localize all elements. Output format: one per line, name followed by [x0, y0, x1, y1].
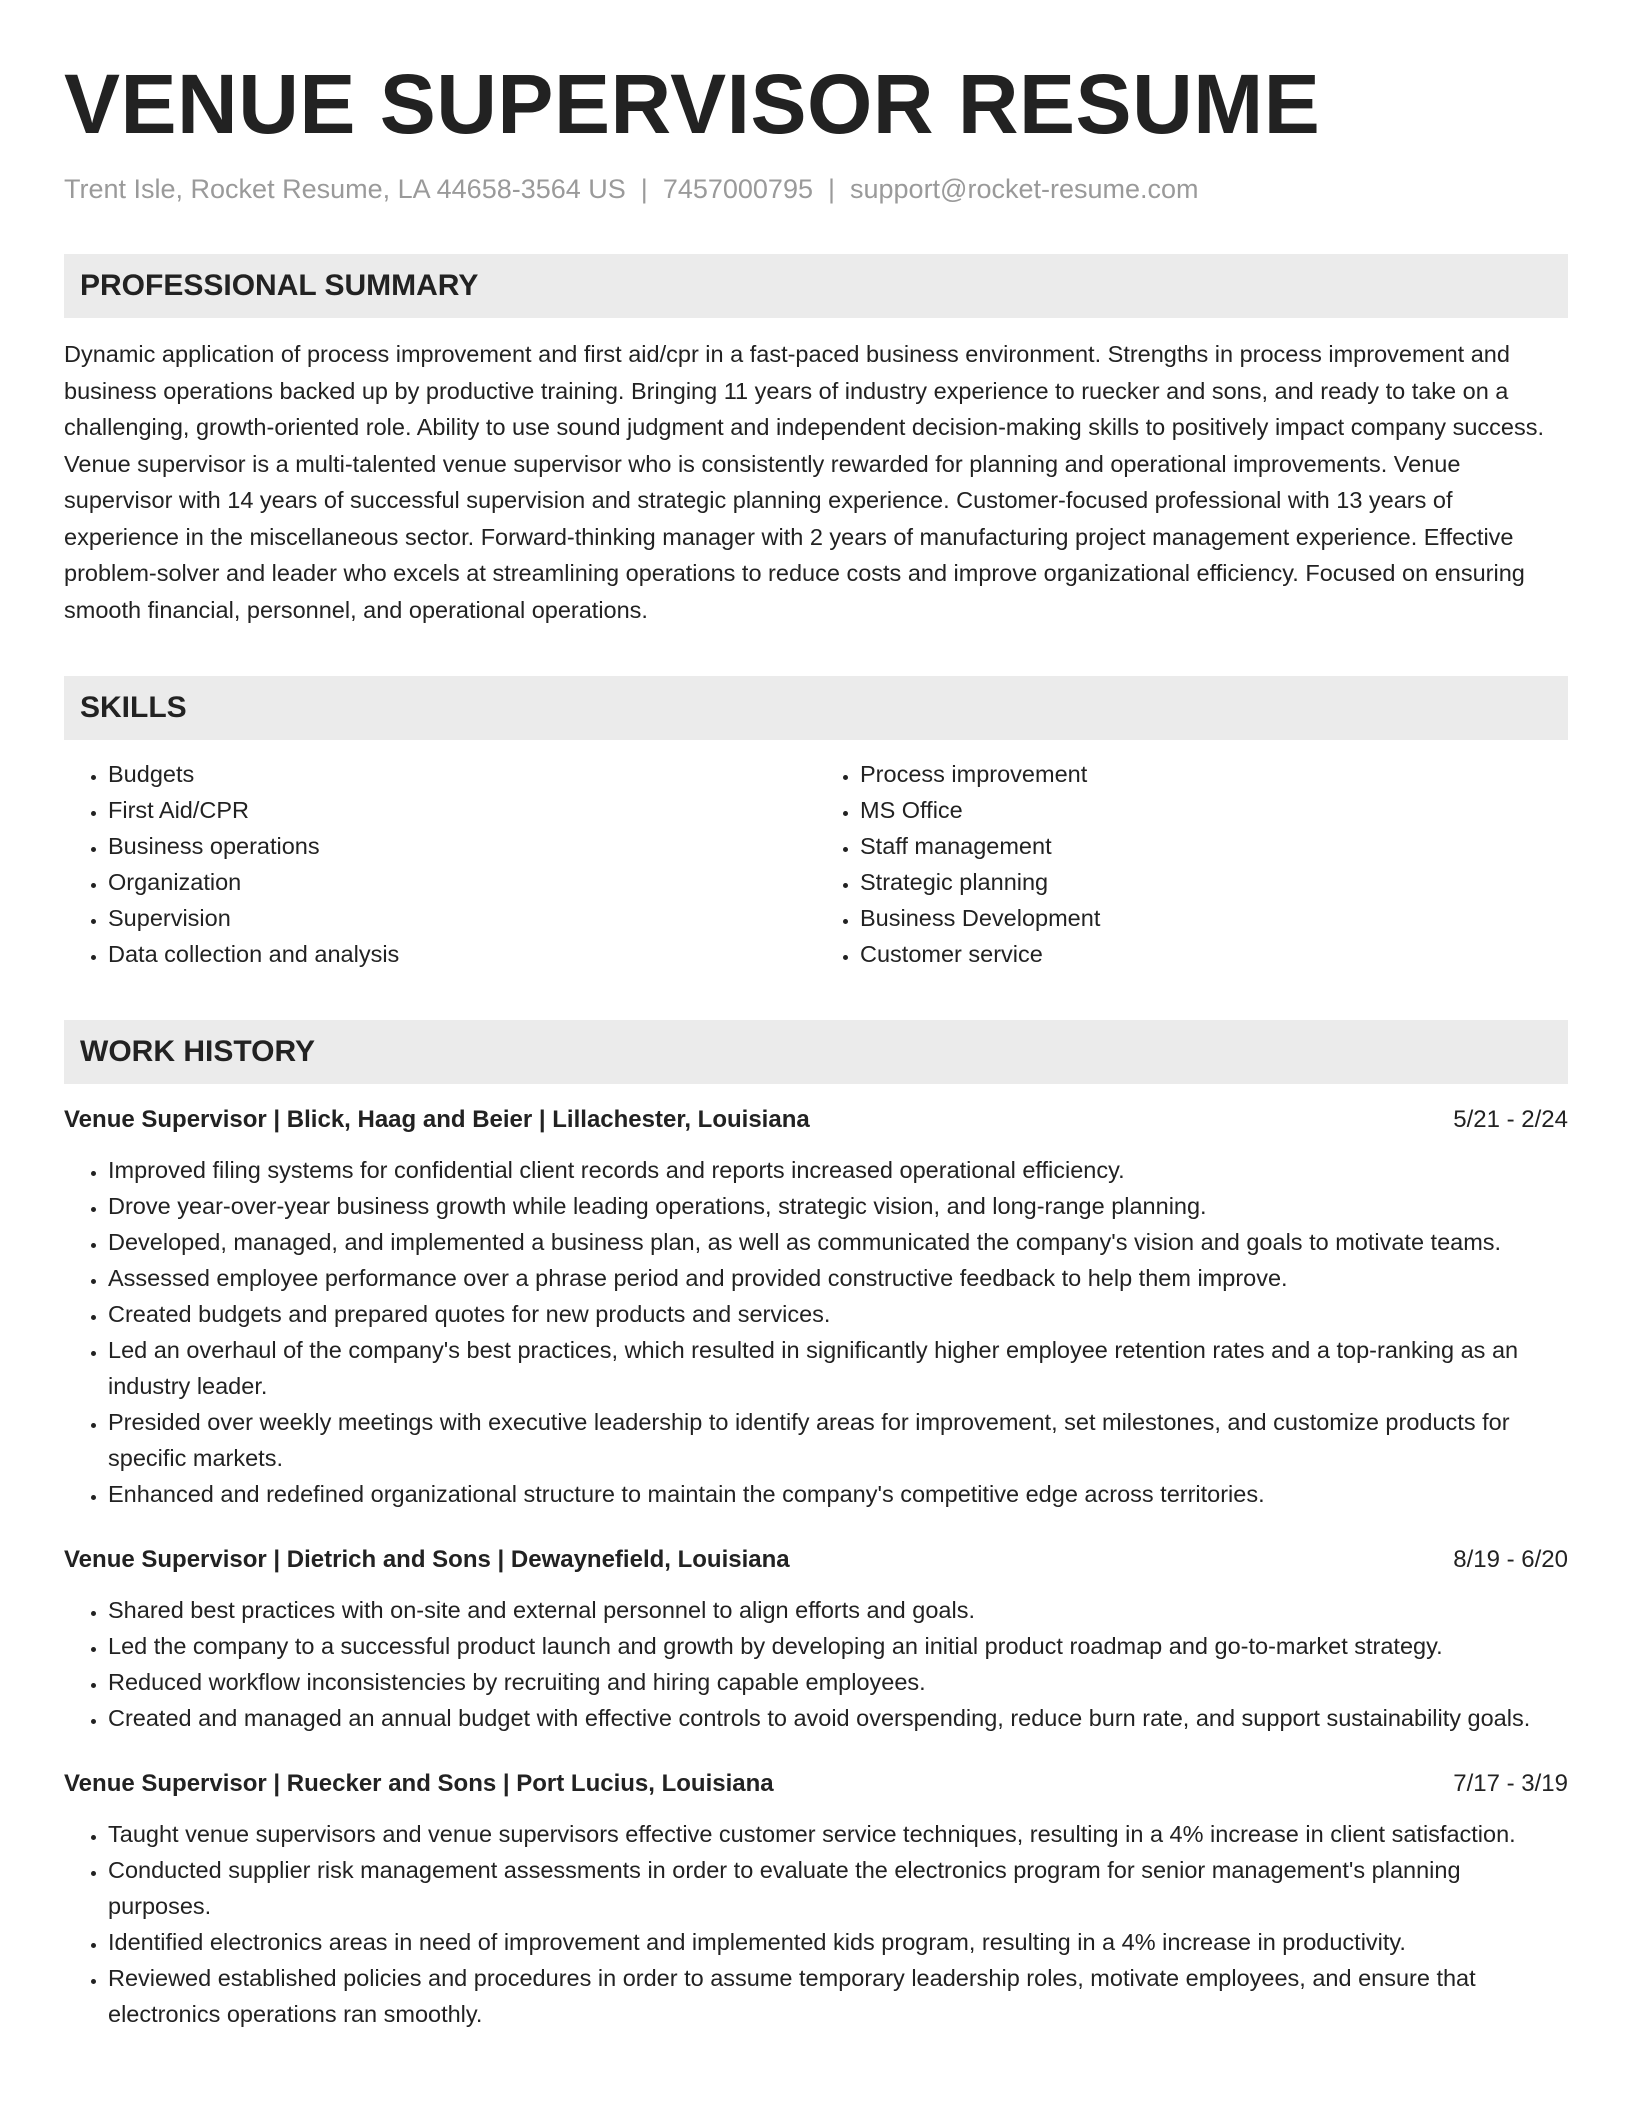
section-heading: SKILLS	[80, 691, 187, 724]
job-dates: 7/17 - 3/19	[1453, 1770, 1568, 1797]
job-bullet: • Led an overhaul of the company's best practices, which resulted in significantly higher employee retention rates and a top-ranking as an industry leader.	[108, 1332, 1568, 1404]
professional-summary-text: Dynamic application of process improvement and first aid/cpr in a fast-paced business environment. Strengths in process improvement and business operations backed up by productive training. Bringing 11 years of industry experience to ruecker and sons, and ready to take on a challenging, growth-oriented role. Ability to use sound judgment and independent decision-making skills to positively impact company success. Venue supervisor is a multi-talented venue supervisor who is consistently rewarded for planning and operational improvements. Venue supervisor with 14 years of successful supervision and strategic planning experience. Customer-focused professional with 13 years of experience in the miscellaneous sector. Forward-thinking manager with 2 years of manufacturing project management experience. Effective problem-solver and leader who excels at streamlining operations to reduce costs and improve organizational efficiency. Focused on ensuring smooth financial, personnel, and operational operations.	[64, 341, 1545, 623]
section-header-work-history	[64, 1020, 1568, 1084]
job-dates: 8/19 - 6/20	[1453, 1546, 1568, 1573]
job-title: Venue Supervisor | Blick, Haag and Beier | Lillachester, Louisiana	[64, 1106, 810, 1133]
page-title: VENUE SUPERVISOR RESUME	[64, 57, 1321, 151]
skill-item: • Staff management	[860, 828, 1568, 864]
job-bullet: • Created and managed an annual budget with effective controls to avoid overspending, reduce burn rate, and support sustainability goals.	[108, 1700, 1568, 1736]
job-bullet: • Conducted supplier risk management assessments in order to evaluate the electronics program for senior management's planning purposes.	[108, 1852, 1568, 1924]
skill-item: • Process improvement	[860, 756, 1568, 792]
contact-separator: |	[827, 174, 835, 204]
job-title: Venue Supervisor | Dietrich and Sons | Dewaynefield, Louisiana	[64, 1546, 790, 1573]
job-entry	[64, 1542, 1568, 1736]
skill-item: • Strategic planning	[860, 864, 1568, 900]
skill-item: • First Aid/CPR	[108, 792, 816, 828]
job-entry	[64, 1766, 1568, 2032]
job-bullets	[64, 1152, 1568, 1512]
contact-phone: 7457000795	[662, 174, 813, 204]
job-bullet: • Identified electronics areas in need of improvement and implemented kids program, resulting in a 4% increase in productivity.	[108, 1924, 1568, 1960]
job-bullet: • Enhanced and redefined organizational structure to maintain the company's competitive edge across territories.	[108, 1476, 1568, 1512]
job-title: Venue Supervisor | Ruecker and Sons | Port Lucius, Louisiana	[64, 1770, 774, 1797]
job-bullet: • Taught venue supervisors and venue supervisors effective customer service techniques, resulting in a 4% increase in client satisfaction.	[108, 1816, 1568, 1852]
skill-item: • Supervision	[108, 900, 816, 936]
skill-item: • Budgets	[108, 756, 816, 792]
section-heading: PROFESSIONAL SUMMARY	[80, 269, 479, 302]
job-bullet: • Drove year-over-year business growth while leading operations, strategic vision, and long-range planning.	[108, 1188, 1568, 1224]
skill-item: • Customer service	[860, 936, 1568, 972]
contact-address: Trent Isle, Rocket Resume, LA 44658-3564 US	[64, 174, 626, 204]
job-bullet: • Developed, managed, and implemented a business plan, as well as communicated the company's vision and goals to motivate teams.	[108, 1224, 1568, 1260]
job-bullet: • Shared best practices with on-site and external personnel to align efforts and goals.	[108, 1592, 1568, 1628]
skills-column-left	[64, 756, 816, 972]
section-heading: WORK HISTORY	[80, 1035, 316, 1068]
skill-item: • Business Development	[860, 900, 1568, 936]
job-bullet: • Presided over weekly meetings with executive leadership to identify areas for improvement, set milestones, and customize products for specific markets.	[108, 1404, 1568, 1476]
job-bullet: • Assessed employee performance over a phrase period and provided constructive feedback to help them improve.	[108, 1260, 1568, 1296]
job-bullet: • Reduced workflow inconsistencies by recruiting and hiring capable employees.	[108, 1664, 1568, 1700]
job-bullet: • Led the company to a successful product launch and growth by developing an initial product roadmap and go-to-market strategy.	[108, 1628, 1568, 1664]
contact-separator: |	[640, 174, 648, 204]
contact-line	[64, 172, 1568, 206]
job-bullets	[64, 1592, 1568, 1736]
skills-list	[64, 756, 1568, 972]
skill-item: • Data collection and analysis	[108, 936, 816, 972]
skill-item: • Business operations	[108, 828, 816, 864]
job-bullet: • Created budgets and prepared quotes for new products and services.	[108, 1296, 1568, 1332]
job-bullets	[64, 1816, 1568, 2032]
skill-item: • MS Office	[860, 792, 1568, 828]
skills-column-right	[816, 756, 1568, 972]
job-header	[64, 1766, 1568, 1802]
job-bullet: • Improved filing systems for confidential client records and reports increased operational efficiency.	[108, 1152, 1568, 1188]
skill-item: • Organization	[108, 864, 816, 900]
job-entry	[64, 1102, 1568, 1512]
job-bullet: • Reviewed established policies and procedures in order to assume temporary leadership roles, motivate employees, and ensure that electronics operations ran smoothly.	[108, 1960, 1568, 2032]
contact-email: support@rocket-resume.com	[850, 174, 1199, 204]
section-header-skills	[64, 676, 1568, 740]
job-header	[64, 1102, 1568, 1138]
job-header	[64, 1542, 1568, 1578]
section-header-summary	[64, 254, 1568, 318]
job-dates: 5/21 - 2/24	[1453, 1106, 1568, 1133]
